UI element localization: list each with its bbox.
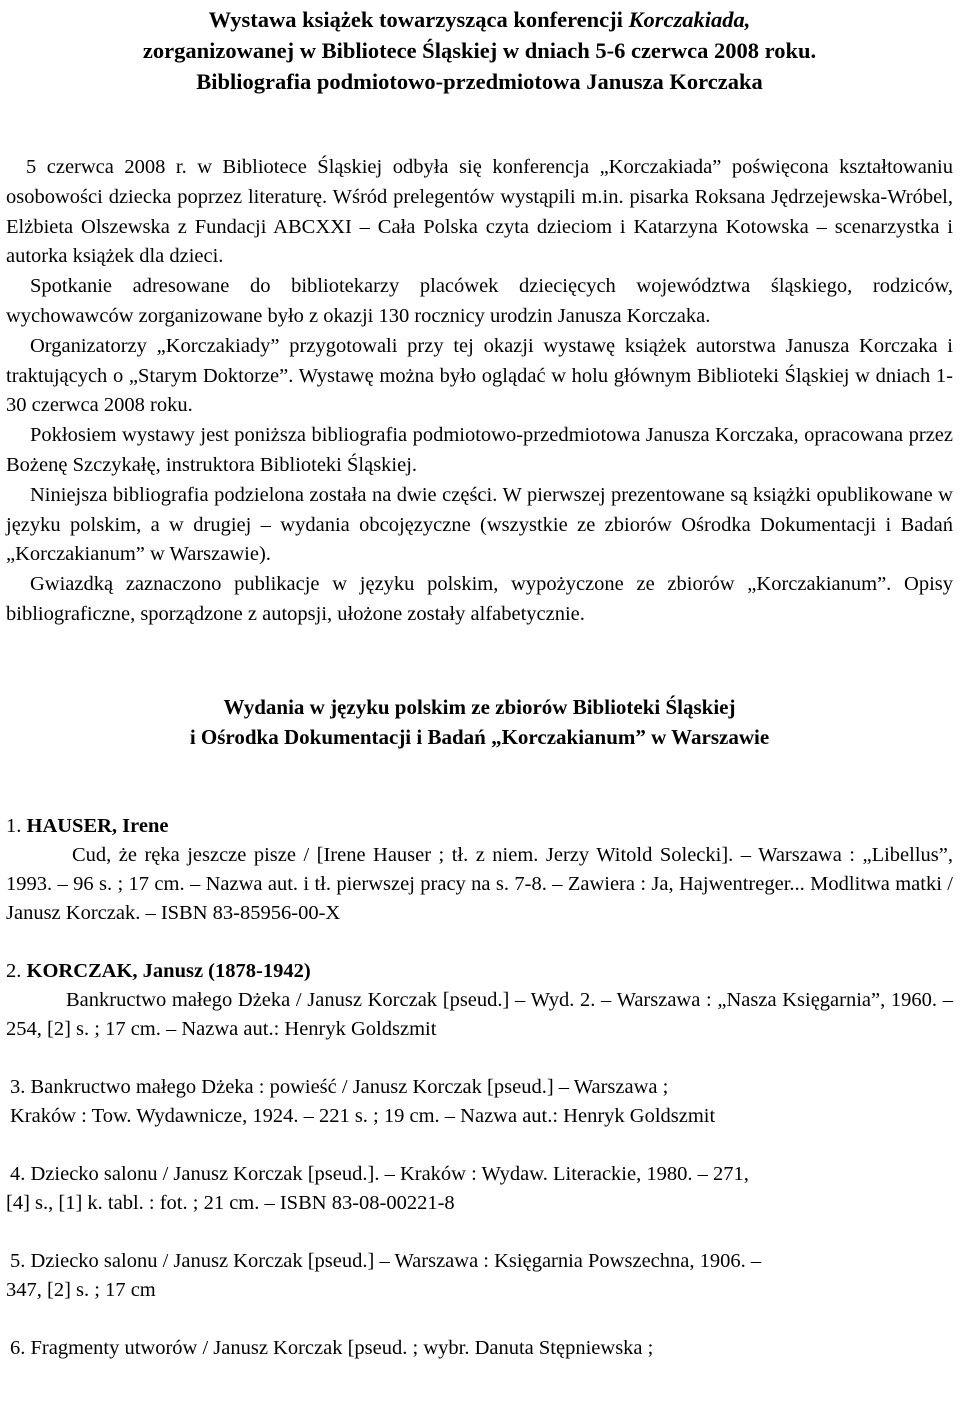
section-heading <box>6 692 953 752</box>
bibliography-entry-4 <box>6 1160 953 1218</box>
entry-5-line-1 <box>6 1247 953 1276</box>
entry-1-author: HAUSER, Irene <box>26 814 169 837</box>
entry-2-heading <box>6 957 953 986</box>
title-line-1-italic: Korczakiada, <box>628 7 751 32</box>
entry-2-author: KORCZAK, Janusz (1878-1942) <box>26 959 311 982</box>
intro-paragraph-1: 5 czerwca 2008 r. w Bibliotece Śląskiej odbyła się konferencja „Korczakiada” poświęcona kształtowaniu osobowości dziecka poprzez literaturę. Wśród prelegentów wystąpili m.in. pisarka Roksana Jędrzejewska-Wróbel, Elżbieta Olszewska z Fundacji ABCXXI – Cała Polska czyta dzieciom i Katarzyna Kotowska – scenarzystka i autorka książek dla dzieci. <box>6 156 953 268</box>
entry-3-text-1: Bankructwo małego Dżeka : powieść / Janusz Korczak [pseud.] – Warszawa ; <box>30 1075 669 1098</box>
entry-4-number: 4. <box>10 1162 26 1185</box>
entry-6-number: 6. <box>10 1336 26 1359</box>
bibliography-entry-5 <box>6 1247 953 1305</box>
bibliography-entry-6 <box>6 1334 953 1363</box>
section-heading-line-1: Wydania w języku polskim ze zbiorów Biblioteki Śląskiej <box>223 694 736 719</box>
entry-4-text-1: Dziecko salonu / Janusz Korczak [pseud.]. – Kraków : Wydaw. Literackie, 1980. – 271, <box>30 1162 749 1185</box>
document-title <box>6 0 953 97</box>
intro-paragraph-2: Spotkanie adresowane do bibliotekarzy placówek dziecięcych województwa śląskiego, rodziców, wychowawców zorganizowane było z okazji 130 rocznicy urodzin Janusza Korczaka. <box>6 275 953 327</box>
bibliography-entry-3 <box>6 1073 953 1131</box>
title-line-2: zorganizowanej w Bibliotece Śląskiej w dniach 5-6 czerwca 2008 roku. <box>142 38 817 63</box>
intro-paragraph-5: Niniejsza bibliografia podzielona została na dwie części. W pierwszej prezentowane są książki opublikowane w języku polskim, a w drugiej – wydania obcojęzyczne (wszystkie ze zbiorów Ośrodka Dokumentacji i Badań „Korczakianum” w Warszawie). <box>6 483 953 566</box>
entry-1-heading <box>6 812 953 841</box>
intro-section <box>6 153 953 630</box>
intro-paragraph-4: Pokłosiem wystawy jest poniższa bibliografia podmiotowo-przedmiotowa Janusza Korczaka, opracowana przez Bożenę Szczykałę, instruktora Biblioteki Śląskiej. <box>6 424 953 476</box>
entry-2-number: 2. <box>6 959 22 982</box>
entry-4-line-2: [4] s., [1] k. tabl. : fot. ; 21 cm. – ISBN 83-08-00221-8 <box>6 1191 455 1214</box>
entry-2-description: Bankructwo małego Dżeka / Janusz Korczak [pseud.] – Wyd. 2. – Warszawa : „Nasza Księgarnia”, 1960. – 254, [2] s. ; 17 cm. – Nazwa aut.: Henryk Goldszmit <box>6 988 953 1040</box>
entry-5-line-2: 347, [2] s. ; 17 cm <box>6 1278 156 1301</box>
entry-6-text-1: Fragmenty utworów / Janusz Korczak [pseud. ; wybr. Danuta Stępniewska ; <box>30 1336 654 1359</box>
entry-5-number: 5. <box>10 1249 26 1272</box>
entry-3-line-1 <box>6 1073 953 1102</box>
bibliography-entry-1 <box>6 812 953 928</box>
bibliography-entry-2 <box>6 957 953 1044</box>
entry-3-line-2: Kraków : Tow. Wydawnicze, 1924. – 221 s. ; 19 cm. – Nazwa aut.: Henryk Goldszmit <box>10 1104 716 1127</box>
title-line-1-text: Wystawa książek towarzysząca konferencji <box>208 7 629 32</box>
entry-6-line-1 <box>6 1334 953 1363</box>
entry-5-text-1: Dziecko salonu / Janusz Korczak [pseud.] – Warszawa : Księgarnia Powszechna, 1906. – <box>30 1249 762 1272</box>
entry-1-number: 1. <box>6 814 22 837</box>
entry-1-description: Cud, że ręka jeszcze pisze / [Irene Hauser ; tł. z niem. Jerzy Witold Solecki]. – Warszawa : „Libellus”, 1993. – 96 s. ; 17 cm. – Nazwa aut. i tł. pierwszej pracy na s. 7-8. – Zawiera : Ja, Hajwentreger... Modlitwa matki / Janusz Korczak. – ISBN 83-85956-00-X <box>6 843 953 924</box>
section-heading-line-2: i Ośrodka Dokumentacji i Badań „Korczakianum” w Warszawie <box>189 724 770 749</box>
title-line-3: Bibliografia podmiotowo-przedmiotowa Janusza Korczaka <box>196 69 763 94</box>
intro-paragraph-3: Organizatorzy „Korczakiady” przygotowali przy tej okazji wystawę książek autorstwa Janusza Korczaka i traktujących o „Starym Doktorze”. Wystawę można było oglądać w holu głównym Biblioteki Śląskiej w dniach 1-30 czerwca 2008 roku. <box>6 334 953 417</box>
entry-3-number: 3. <box>10 1075 26 1098</box>
title-line-1 <box>6 4 953 35</box>
entry-4-line-1 <box>6 1160 953 1189</box>
intro-paragraph-6: Gwiazdką zaznaczono publikacje w języku polskim, wypożyczone ze zbiorów „Korczakianum”. Opisy bibliograficzne, sporządzone z autopsji, ułożone zostały alfabetycznie. <box>6 573 953 625</box>
bibliography-list <box>6 812 953 1363</box>
